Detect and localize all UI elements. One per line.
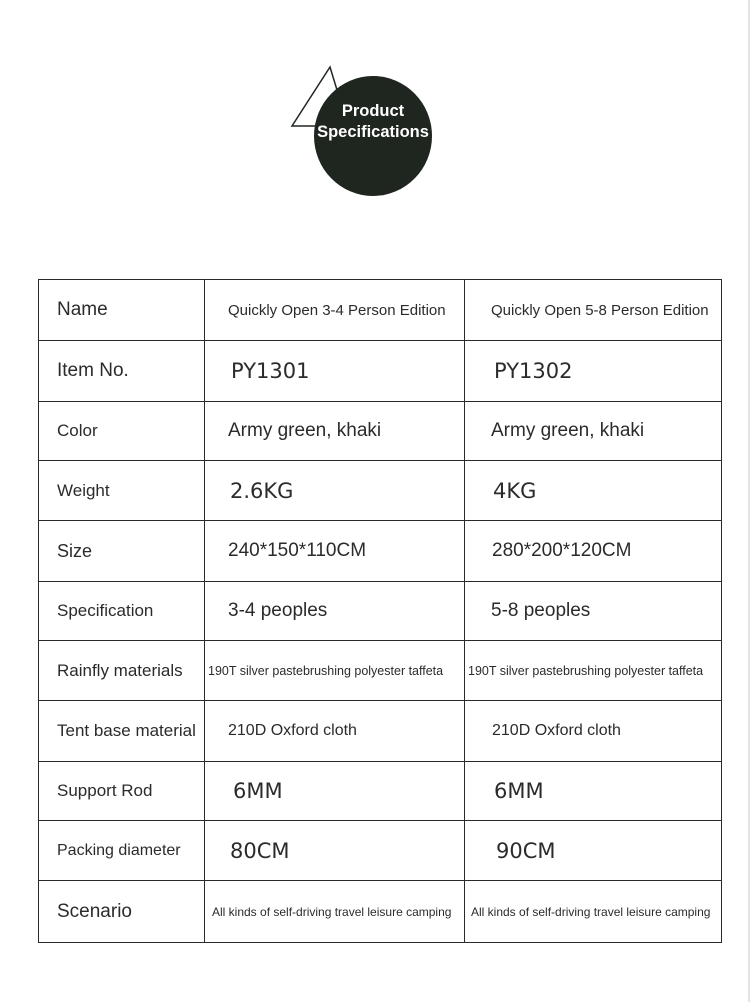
table-row-rainfly-materials <box>39 641 722 701</box>
row-value-3-4: PY1301 <box>205 341 465 402</box>
row-value-3-4: 210D Oxford cloth <box>205 701 465 762</box>
product-specifications-badge <box>288 64 438 199</box>
row-value-5-8: 280*200*120CM <box>465 521 722 582</box>
table-row-size <box>39 521 722 582</box>
row-value-3-4: 2.6KG <box>205 461 465 521</box>
row-label: Scenario <box>39 881 205 943</box>
row-value-5-8: 90CM <box>465 821 722 881</box>
row-value-3-4: 190T silver pastebrushing polyester taffeta <box>205 641 465 701</box>
row-value-5-8: Army green, khaki <box>465 402 722 461</box>
row-value-5-8: All kinds of self-driving travel leisure camping <box>465 881 722 943</box>
table-row-weight <box>39 461 722 521</box>
row-label: Color <box>39 402 205 461</box>
table-row-support-rod <box>39 762 722 821</box>
table-row-scenario <box>39 881 722 943</box>
row-value-5-8: Quickly Open 5-8 Person Edition <box>465 280 722 341</box>
row-value-3-4: Quickly Open 3-4 Person Edition <box>205 280 465 341</box>
row-label: Specification <box>39 582 205 641</box>
row-value-5-8: 210D Oxford cloth <box>465 701 722 762</box>
row-value-5-8: PY1302 <box>465 341 722 402</box>
badge-title <box>308 101 438 143</box>
row-label: Support Rod <box>39 762 205 821</box>
row-value-3-4: All kinds of self-driving travel leisure camping <box>205 881 465 943</box>
specifications-table <box>38 279 722 943</box>
badge-title-line-2: Specifications <box>317 123 429 141</box>
row-value-5-8: 5-8 peoples <box>465 582 722 641</box>
row-label: Weight <box>39 461 205 521</box>
row-label: Size <box>39 521 205 582</box>
row-value-3-4: Army green, khaki <box>205 402 465 461</box>
row-value-3-4: 3-4 peoples <box>205 582 465 641</box>
row-value-5-8: 190T silver pastebrushing polyester taffeta <box>465 641 722 701</box>
row-label: Name <box>39 280 205 341</box>
table-row-name <box>39 280 722 341</box>
table-row-tent-base-material <box>39 701 722 762</box>
row-label: Tent base material <box>39 701 205 762</box>
row-label: Rainfly materials <box>39 641 205 701</box>
row-value-3-4: 80CM <box>205 821 465 881</box>
row-value-3-4: 6MM <box>205 762 465 821</box>
badge-title-line-1: Product <box>341 102 405 120</box>
row-value-5-8: 6MM <box>465 762 722 821</box>
table-row-packing-diameter <box>39 821 722 881</box>
row-value-5-8: 4KG <box>465 461 722 521</box>
row-label: Item No. <box>39 341 205 402</box>
table-row-color <box>39 402 722 461</box>
row-value-3-4: 240*150*110CM <box>205 521 465 582</box>
table-row-item-no <box>39 341 722 402</box>
row-label: Packing diameter <box>39 821 205 881</box>
table-row-specification <box>39 582 722 641</box>
